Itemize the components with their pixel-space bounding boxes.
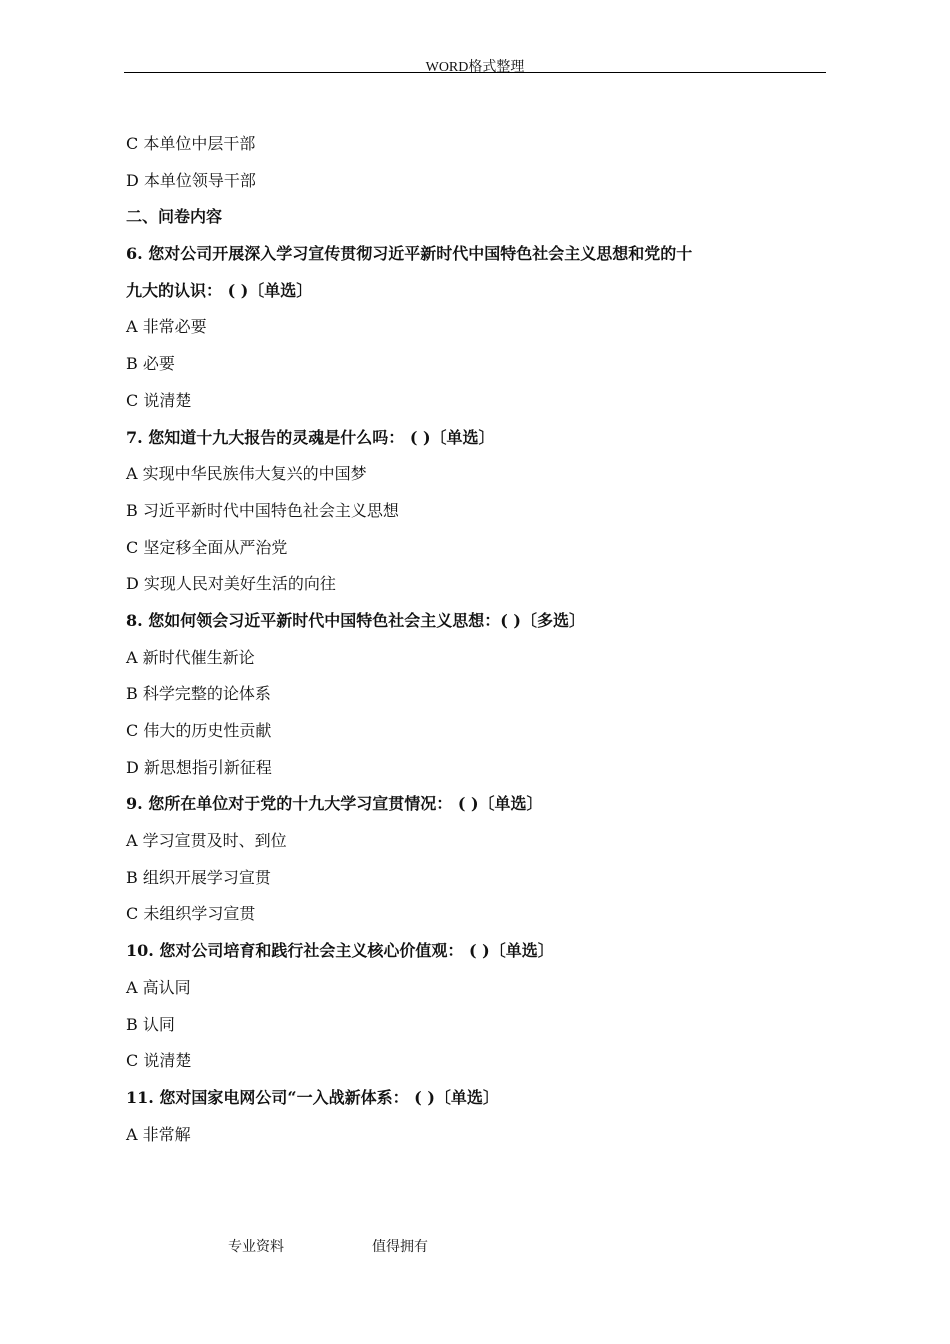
section-heading: 二、问卷内容 bbox=[126, 207, 223, 227]
answer-option: A 非常解 bbox=[126, 1124, 191, 1144]
answer-option: A 学习宣贯及时、到位 bbox=[126, 831, 287, 851]
question-line: 9. 您所在单位对于党的十九大学习宣贯情况： ( )〔单选〕 bbox=[126, 794, 543, 814]
footer-right: 值得拥有 bbox=[372, 1240, 428, 1255]
answer-option: B 组织开展学习宣贯 bbox=[126, 867, 271, 887]
answer-option: C 说清楚 bbox=[126, 1051, 192, 1071]
answer-option: D 实现人民对美好生活的向往 bbox=[126, 574, 336, 594]
answer-option: A 非常必要 bbox=[126, 317, 207, 337]
answer-option: C 说清楚 bbox=[126, 390, 192, 410]
answer-option: A 实现中华民族伟大复兴的中国梦 bbox=[126, 464, 367, 484]
answer-option: D 新思想指引新征程 bbox=[126, 757, 272, 777]
question-line: 11. 您对国家电网公司“一入战新体系： ( )〔单选〕 bbox=[126, 1087, 499, 1107]
question-line: 10. 您对公司培育和践行社会主义核心价值观： ( )〔单选〕 bbox=[126, 941, 554, 961]
answer-option: B 习近平新时代中国特色社会主义思想 bbox=[126, 500, 399, 520]
answer-option: C 坚定移全面从严治党 bbox=[126, 537, 288, 557]
question-line: 6. 您对公司开展深入学习宣传贯彻习近平新时代中国特色社会主义思想和党的十 bbox=[126, 244, 693, 264]
question-line: 7. 您知道十九大报告的灵魂是什么吗： ( )〔单选〕 bbox=[126, 427, 495, 447]
document-body bbox=[126, 130, 826, 1157]
answer-option: A 高认同 bbox=[126, 977, 191, 997]
header-rule bbox=[124, 72, 826, 73]
question-line: 8. 您如何领会习近平新时代中国特色社会主义思想：( )〔多选〕 bbox=[126, 610, 585, 630]
question-line: 九大的认识： ( )〔单选〕 bbox=[126, 280, 313, 300]
answer-option: C 本单位中层干部 bbox=[126, 134, 256, 153]
answer-option: C 伟大的历史性贡献 bbox=[126, 721, 272, 740]
footer-left: 专业资料 bbox=[228, 1240, 284, 1255]
answer-option: C 未组织学习宣贯 bbox=[126, 904, 256, 924]
answer-option: B 认同 bbox=[126, 1014, 175, 1034]
answer-option: B 科学完整的论体系 bbox=[126, 684, 271, 704]
answer-option: B 必要 bbox=[126, 354, 175, 374]
answer-option: D 本单位领导干部 bbox=[126, 170, 256, 190]
answer-option: A 新时代催生新论 bbox=[126, 647, 255, 667]
page-header: WORD格式整理 bbox=[425, 60, 525, 75]
